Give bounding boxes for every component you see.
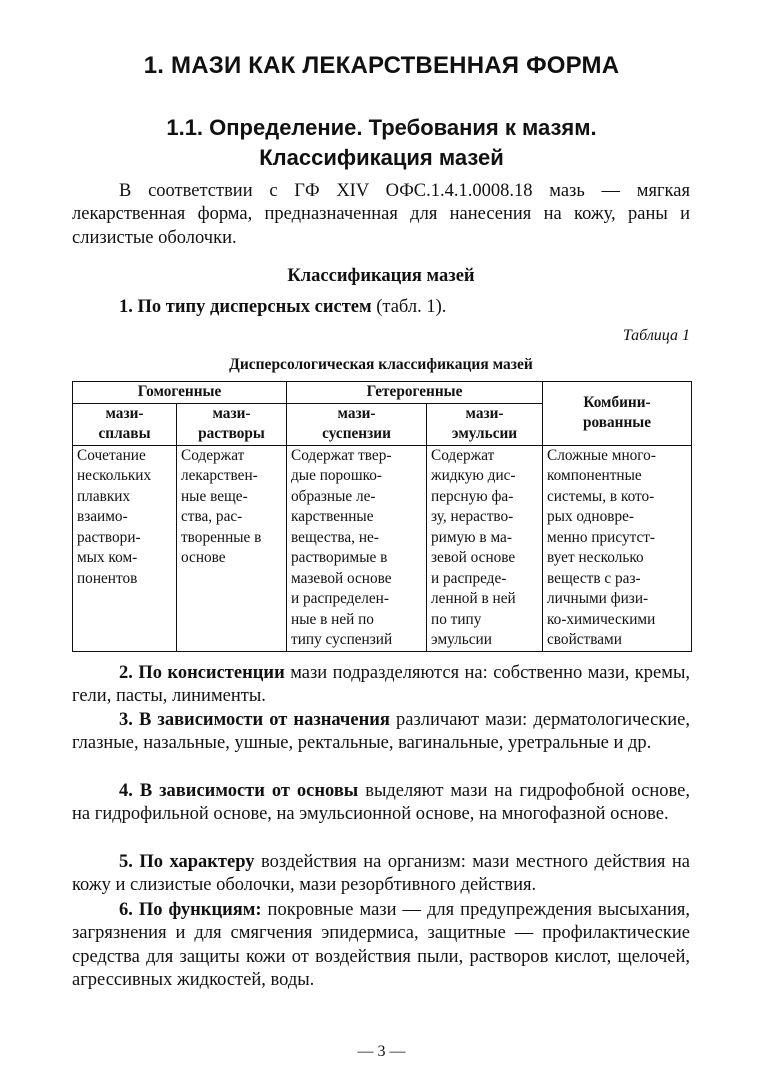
- classification-heading: Классификация мазей: [287, 266, 475, 286]
- header-homogeneous: Гомогенные: [73, 382, 287, 404]
- item-6-lead: 6. По функциям:: [119, 900, 262, 920]
- section-title-line-1: 1.1. Определение. Требования к мазям.: [166, 115, 597, 140]
- table-label: Таблица 1: [622, 327, 690, 344]
- item-3-text: различают мази: дерматологические, глазные, назальные, ушные, ректальные, вагинальные, уретральные и др.: [72, 710, 691, 754]
- header-heterogeneous: Гетерогенные: [287, 382, 543, 404]
- item-1-lead: 1. По типу дисперсных систем: [119, 297, 372, 317]
- item-2-paragraph: [72, 662, 690, 709]
- table-caption: Дисперсологическая классификация мазей: [229, 356, 533, 373]
- intro-paragraph: В соответствии с ГФ XIV ОФС.1.4.1.0008.18 мазь — мягкая лекарственная форма, предназначенная для нанесения на кожу, раны и слизистые оболочки.: [72, 181, 690, 248]
- item-1-text: (табл. 1).: [371, 297, 447, 317]
- header-solution-ointments: мази- растворы: [177, 403, 287, 445]
- item-4-paragraph: [72, 780, 690, 827]
- section-title-line-2: Классификация мазей: [259, 145, 504, 170]
- header-emulsion-ointments: мази- эмульсии: [427, 403, 543, 445]
- header-combined: Комбини- рованные: [543, 382, 692, 446]
- header-melt-ointments: мази- сплавы: [73, 403, 177, 445]
- table-body-row: [73, 445, 692, 651]
- item-1-paragraph: [72, 296, 690, 319]
- table-header-row-1: [73, 382, 692, 404]
- cell-solution-ointments: Содержат лекарствен- ные веще- ства, рас- творенные в основе: [177, 445, 287, 651]
- classification-table: [72, 381, 692, 652]
- section-title: [0, 113, 763, 173]
- item-5-paragraph: [72, 851, 690, 898]
- item-6-paragraph: [72, 899, 690, 992]
- item-4-lead: 4. В зависимости от основы: [119, 781, 359, 801]
- item-3-paragraph: [72, 709, 690, 756]
- cell-melt-ointments: Сочетание нескольких плавких взаимо- раствори- мых ком- понентов: [73, 445, 177, 651]
- cell-combined: Сложные много- компонентные системы, в кото- рых одновре- менно присутст- вует несколько веществ с раз- личными физи- ко-химическими свойствами: [543, 445, 692, 651]
- item-3-lead: 3. В зависимости от назначения: [119, 710, 390, 730]
- item-2-lead: 2. По консистенции: [119, 663, 285, 683]
- cell-emulsion-ointments: Содержат жидкую дис- персную фа- зу, нераство- римую в ма- зевой основе и распреде- ленной в ней по типу эмульсии: [427, 445, 543, 651]
- item-4-text: выделяют мази на гидрофобной основе, на гидрофильной основе, на эмульсионной основе, на многофазной основе.: [72, 781, 690, 825]
- item-2-text: мази подразделяются на: собственно мази, кремы, гели, пасты, линименты.: [72, 663, 690, 707]
- page-number: — 3 —: [357, 1043, 406, 1060]
- cell-suspension-ointments: Содержат твер- дые порошко- образные ле- карственные вещества, не- растворимые в мазевой основе и распределен- ные в ней по типу суспензий: [287, 445, 427, 651]
- item-5-text: воздействия на организм: мази местного действия на кожу и слизистые оболочки, мази резорбтивного действия.: [72, 852, 691, 896]
- item-5-lead: 5. По характеру: [119, 852, 255, 872]
- chapter-title: 1. МАЗИ КАК ЛЕКАРСТВЕННАЯ ФОРМА: [143, 52, 620, 79]
- header-suspension-ointments: мази- суспензии: [287, 403, 427, 445]
- item-6-text: покровные мази — для предупреждения высыхания, загрязнения и для смягчения эпидермиса, защитные — профилактические средства для защиты кожи от воздействия пыли, растворов кислот, щелочей, агрессивных жидкостей, воды.: [72, 900, 691, 990]
